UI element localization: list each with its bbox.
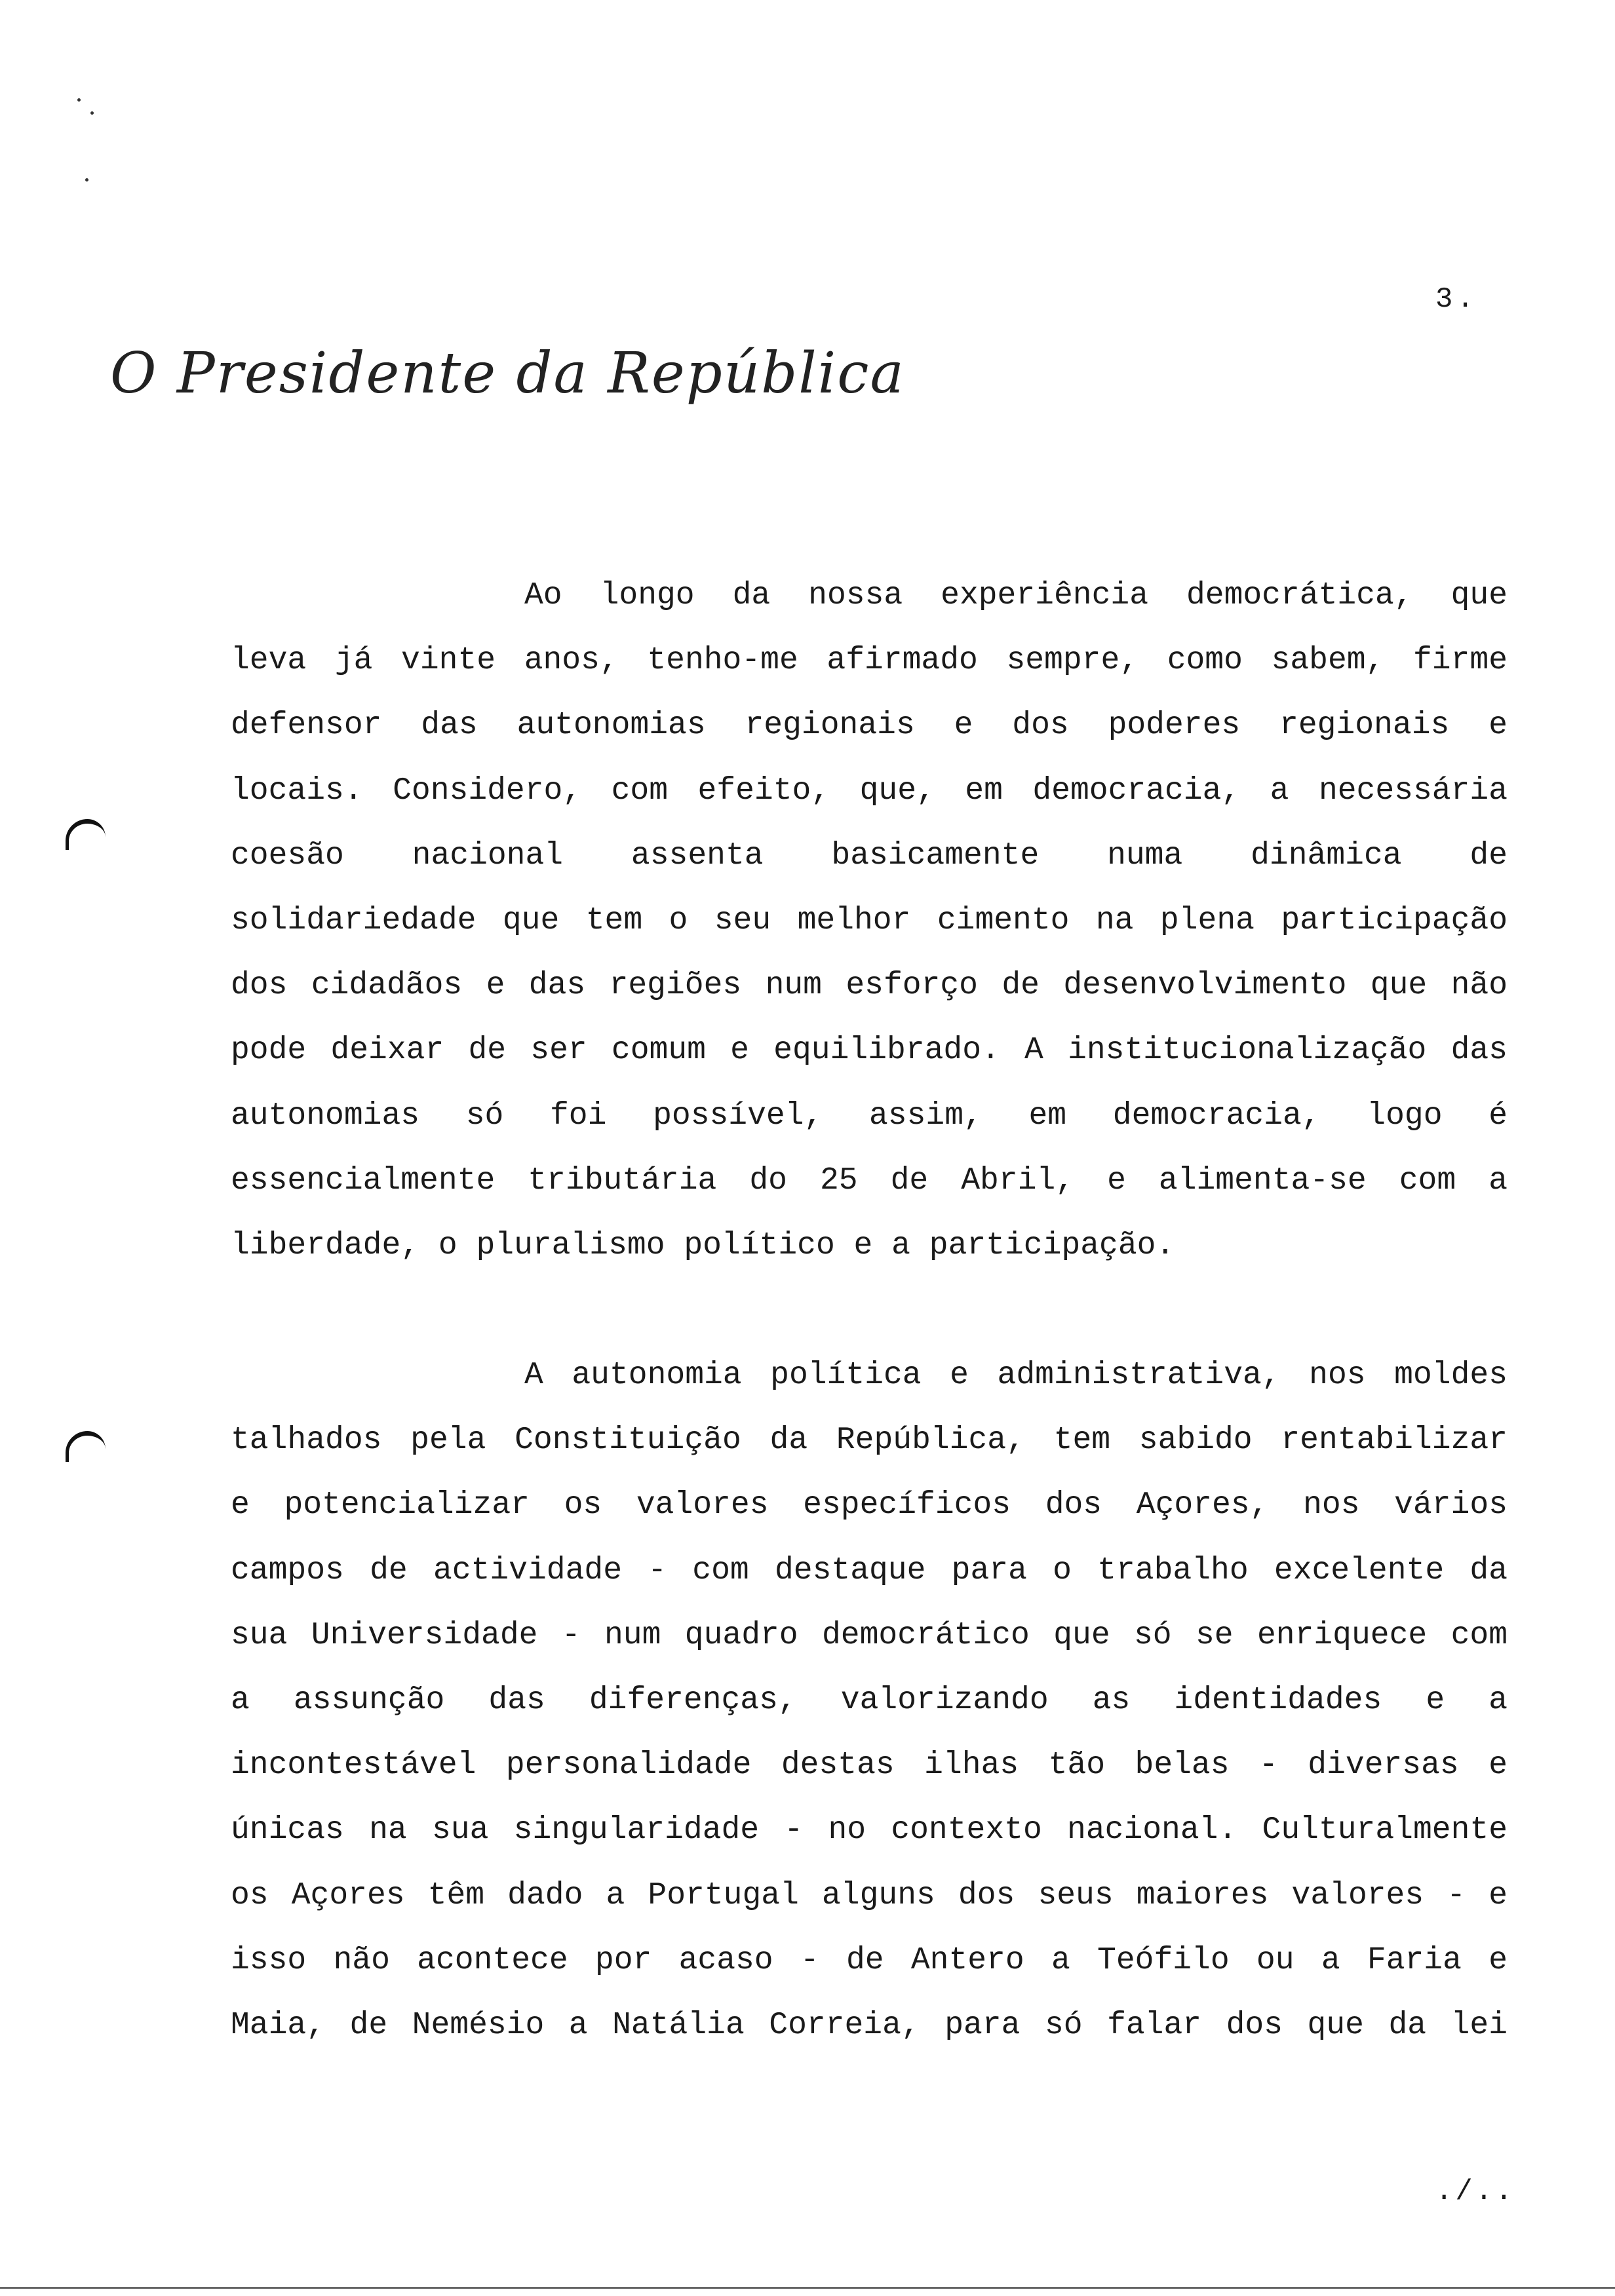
text-line: locais. Considero, com efeito, que, em democracia, a necessária <box>231 773 1508 809</box>
text-line: essencialmente tributária do 25 de Abril, e alimenta-se com a <box>231 1162 1508 1198</box>
text-line: pode deixar de ser comum e equilibrado. A institucionalização das <box>231 1033 1508 1069</box>
continuation-mark: ./.. <box>1435 2175 1515 2208</box>
text-line: sua Universidade - num quadro democrático que só se enriquece com <box>231 1617 1508 1653</box>
paragraph <box>231 564 1508 1278</box>
text-line: os Açores têm dado a Portugal alguns dos seus maiores valores - e <box>231 1877 1508 1913</box>
text-line: A autonomia política e administrativa, nos moldes <box>524 1358 1508 1393</box>
text-line: isso não acontece por acaso - de Antero a Teófilo ou a Faria e <box>231 1942 1508 1978</box>
letterhead: O Presidente da República <box>110 341 905 406</box>
page-number: 3. <box>1435 283 1478 316</box>
text-line: leva já vinte anos, tenho-me afirmado sempre, como sabem, firme <box>231 643 1508 679</box>
text-line: talhados pela Constituição da República, tem sabido rentabilizar <box>231 1423 1508 1459</box>
scan-speck <box>90 111 94 115</box>
text-line: dos cidadãos e das regiões num esforço de desenvolvimento que não <box>231 968 1508 1004</box>
scan-speck <box>85 178 88 182</box>
text-line: Maia, de Nemésio a Natália Correia, para só falar dos que da lei <box>231 2007 1508 2043</box>
text-line: incontestável personalidade destas ilhas tão belas - diversas e <box>231 1748 1508 1784</box>
paragraph <box>231 1343 1508 2058</box>
text-line: liberdade, o pluralismo político e a participação. <box>231 1227 1175 1263</box>
text-line: e potencializar os valores específicos dos Açores, nos vários <box>231 1487 1508 1523</box>
text-line: a assunção das diferenças, valorizando as identidades e a <box>231 1682 1508 1718</box>
margin-bracket-mark <box>66 1431 106 1462</box>
text-line: campos de actividade - com destaque para o trabalho excelente da <box>231 1552 1508 1588</box>
text-line: autonomias só foi possível, assim, em democracia, logo é <box>231 1098 1508 1134</box>
bottom-edge-rule <box>0 2287 1615 2289</box>
margin-bracket-mark <box>66 819 106 850</box>
scan-speck <box>77 98 81 102</box>
text-line: Ao longo da nossa experiência democrática, que <box>524 578 1508 613</box>
text-line: defensor das autonomias regionais e dos poderes regionais e <box>231 708 1508 744</box>
text-line: solidariedade que tem o seu melhor cimento na plena participação <box>231 902 1508 938</box>
text-line: coesão nacional assenta basicamente numa dinâmica de <box>231 837 1508 873</box>
text-line: únicas na sua singularidade - no contexto nacional. Culturalmente <box>231 1812 1508 1848</box>
